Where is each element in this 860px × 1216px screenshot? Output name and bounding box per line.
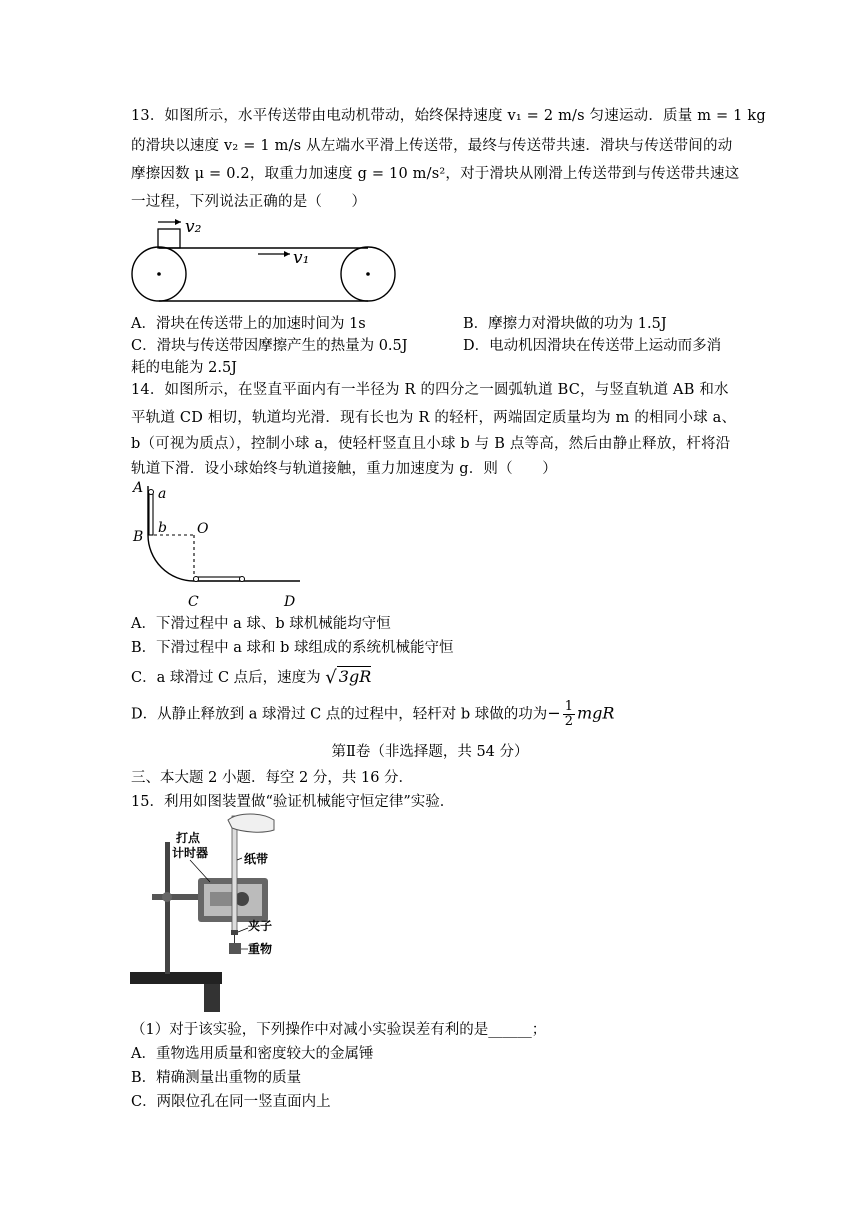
q14-option-c-text: C．a 球滑过 C 点后，速度为	[131, 670, 321, 686]
q13-option-c[interactable]: C．滑块与传送带因摩擦产生的热量为 0.5J	[131, 338, 408, 354]
label-A: A	[133, 480, 144, 496]
q13-line-1: 13．如图所示，水平传送带由电动机带动，始终保持速度 v₁ = 2 m/s 匀速运动．质量 m = 1 kg	[131, 108, 766, 124]
q14-option-c[interactable]: C．a 球滑过 C 点后，速度为 √ 3gR	[131, 667, 372, 688]
free-fall-apparatus-figure	[128, 812, 288, 1018]
label-B: B	[133, 529, 144, 545]
q13-line-4: 一过程，下列说法正确的是（ ）	[131, 194, 367, 210]
label-tape: 纸带	[244, 852, 269, 866]
q15-sub-1: （1）对于该实验，下列操作中对减小实验误差有利的是______；	[131, 1022, 547, 1038]
q14-line-2: 平轨道 CD 相切，轨道均光滑．现有长也为 R 的轻杆，两端固定质量均为 m 的相同小球 a、	[131, 410, 737, 426]
q14-line-3: b（可视为质点），控制小球 a，使轻杆竖直且小球 b 与 B 点等高，然后由静止释放，杆将沿	[131, 436, 731, 452]
v2-label: v₂	[185, 217, 202, 237]
section-2-title: 第Ⅱ卷（非选择题，共 54 分）	[331, 744, 529, 760]
q14-option-d-fraction: $\frac{1}{2}$	[564, 699, 573, 729]
q14-option-d-sign: −	[547, 703, 561, 723]
track-figure	[128, 480, 308, 610]
q14-option-d-tail: mgR	[577, 703, 615, 723]
v1-label: v₁	[293, 248, 310, 268]
q15-option-a[interactable]: A．重物选用质量和密度较大的金属锤	[131, 1046, 374, 1062]
conveyor-belt-figure	[125, 212, 415, 308]
part-3-heading: 三、本大题 2 小题．每空 2 分，共 16 分．	[131, 770, 414, 786]
weight-block	[229, 943, 241, 954]
q13-option-d-cont: 耗的电能为 2.5J	[131, 360, 237, 376]
q13-option-d[interactable]: D．电动机因滑块在传送带上运动而多消	[463, 338, 722, 354]
label-C: C	[188, 594, 199, 610]
label-timer-1: 打点	[176, 831, 201, 845]
q14-option-c-math: 3gR	[338, 667, 372, 686]
label-a: a	[158, 486, 167, 502]
label-b: b	[158, 520, 167, 536]
q13-option-a[interactable]: A．滑块在传送带上的加速时间为 1s	[131, 316, 366, 332]
q14-line-1: 14．如图所示，在竖直平面内有一半径为 R 的四分之一圆弧轨道 BC，与竖直轨道 AB 和水	[131, 382, 729, 398]
q13-line-3: 摩擦因数 μ = 0.2，取重力加速度 g = 10 m/s²，对于滑块从刚滑上传送带到与传送带共速这	[131, 166, 740, 182]
q13-line-2: 的滑块以速度 v₂ = 1 m/s 从左端水平滑上传送带，最终与传送带共速．滑块与传送带间的动	[131, 138, 733, 154]
q13-option-b[interactable]: B．摩擦力对滑块做的功为 1.5J	[463, 316, 667, 332]
q15-option-c[interactable]: C．两限位孔在同一竖直面内上	[131, 1094, 331, 1110]
slider-block	[158, 229, 180, 248]
q14-line-4: 轨道下滑．设小球始终与轨道接触，重力加速度为 g．则（ ）	[131, 461, 557, 477]
label-O: O	[197, 521, 209, 537]
label-timer-2: 计时器	[172, 846, 209, 860]
paper-tape	[232, 816, 237, 934]
q14-option-b[interactable]: B．下滑过程中 a 球和 b 球组成的系统机械能守恒	[131, 640, 454, 656]
label-clip: 夹子	[248, 919, 273, 933]
q14-option-d[interactable]	[131, 700, 614, 729]
label-D: D	[284, 594, 296, 610]
label-weight: 重物	[248, 942, 273, 956]
q14-option-d-text: D．从静止释放到 a 球滑过 C 点的过程中，轻杆对 b 球做的功为	[131, 706, 548, 723]
q15-intro: 15．利用如图装置做“验证机械能守恒定律”实验．	[131, 794, 455, 810]
q14-option-a[interactable]: A．下滑过程中 a 球、b 球机械能均守恒	[131, 616, 391, 632]
q15-option-b[interactable]: B．精确测量出重物的质量	[131, 1070, 302, 1086]
rod-vertical	[149, 492, 153, 535]
